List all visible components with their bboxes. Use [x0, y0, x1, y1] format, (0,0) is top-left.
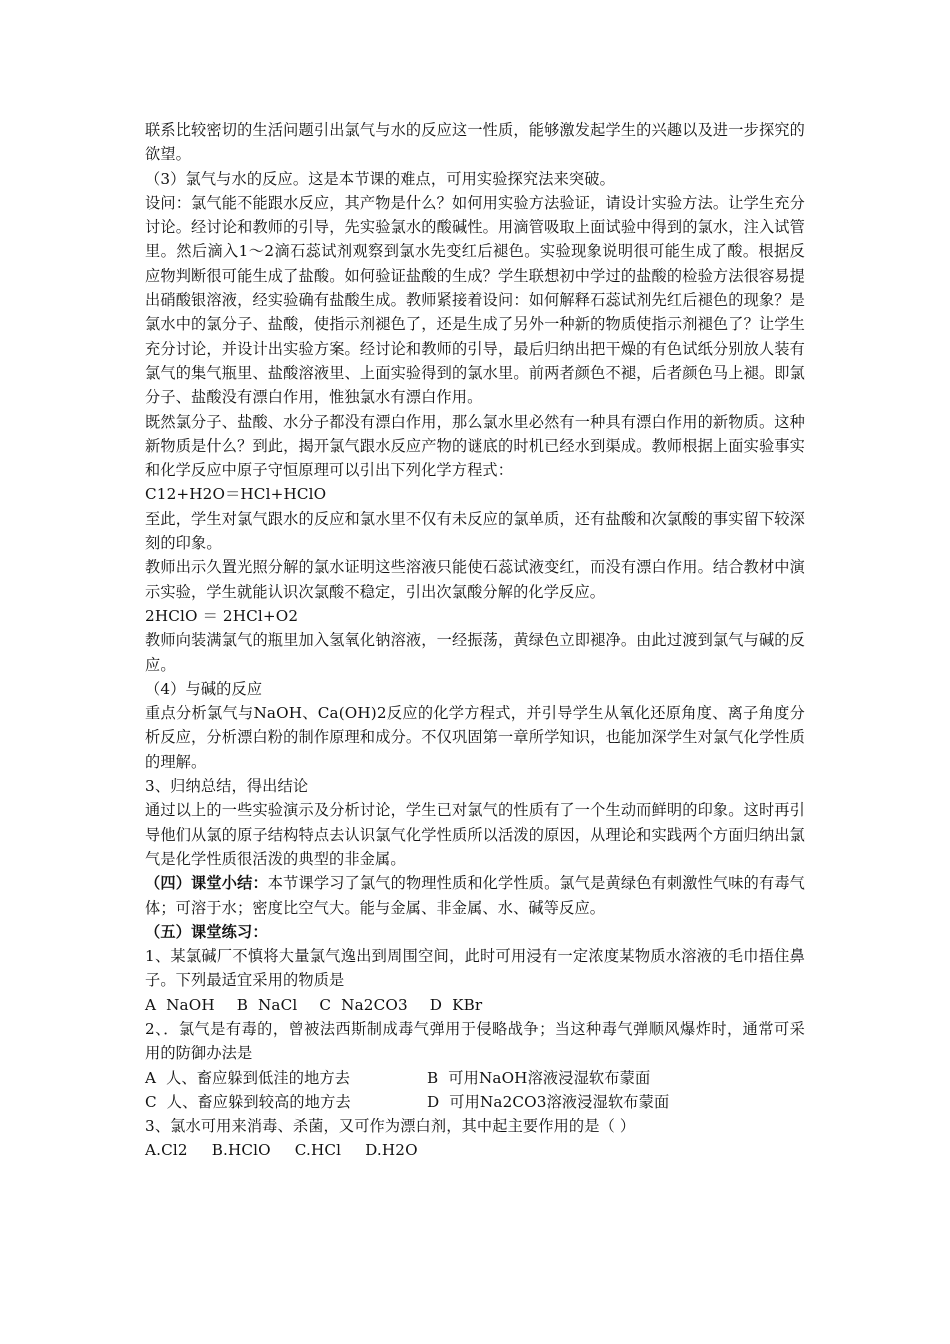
paragraph-summary: [145, 871, 805, 920]
paragraph-hclo-decomposition: 教师出示久置光照分解的氯水证明这些溶液只能使石蕊试液变红，而没有漂白作用。结合教材中演示实验，学生就能认识次氯酸不稳定，引出次氯酸分解的化学反应。: [145, 558, 805, 601]
question-3-option-a: A.Cl2: [145, 1141, 188, 1160]
paragraph-new-substance: 既然氯分子、盐酸、水分子都没有漂白作用，那么氯水里必然有一种具有漂白作用的新物质。这种新物质是什么？到此，揭开氯气跟水反应产物的谜底的时机已经水到渠成。教师根据上面实验事实和化学反应中原子守恒原理可以引出下列化学方程式：: [145, 412, 805, 480]
question-3-option-b: B.HClO: [211, 1141, 271, 1160]
paragraph-conclusion: 通过以上的一些实验演示及分析讨论，学生已对氯气的性质有了一个生动而鲜明的印象。这时再引导他们从氯的原子结构特点去认识氯气化学性质所以活泼的原因，从理论和实践两个方面归纳出氯气是化学性质很活泼的典型的非金属。: [145, 801, 805, 868]
summary-label: （四）课堂小结：: [145, 874, 268, 893]
question-1-stem: 1、某氯碱厂不慎将大量氯气逸出到周围空间，此时可用浸有一定浓度某物质水溶液的毛巾捂住鼻子。下列最适宜采用的物质是: [145, 947, 805, 990]
exercises-label: （五）课堂练习：: [145, 922, 268, 941]
question-2-option-c: C 人、畜应躲到较高的地方去: [145, 1092, 351, 1111]
paragraph-alkali-analysis: 重点分析氯气与NaOH、Ca(OH)2反应的化学方程式，并引导学生从氧化还原角度、离子角度分析反应，分析漂白粉的制作原理和成分。不仅巩固第一章所学知识，也能加深学生对氯气化学性质的理解。: [145, 704, 805, 771]
question-1-option-b: B NaCl: [236, 995, 298, 1014]
equation-chlorine-water: C12+H2O＝HCl+HClO: [145, 485, 327, 504]
paragraph-intro-continuation: 联系比较密切的生活问题引出氯气与水的反应这一性质，能够激发起学生的兴趣以及进一步探究的欲望。: [145, 121, 805, 164]
question-1-options: [145, 993, 805, 1017]
section-heading-alkali: （4）与碱的反应: [145, 679, 263, 698]
question-2-option-b: B 可用NaOH溶液浸湿软布蒙面: [427, 1068, 651, 1087]
question-2-options-row-2: [145, 1090, 805, 1114]
question-3-option-c: C.HCl: [294, 1141, 342, 1160]
document-page: [145, 118, 805, 1163]
summary-text: 本节课学习了氯气的物理性质和化学性质。氯气是黄绿色有刺激性气味的有毒气体；可溶于水；密度比空气大。能与金属、非金属、水、碱等反应。: [145, 874, 806, 917]
question-3-stem: 3、氯水可用来消毒、杀菌，又可作为漂白剂，其中起主要作用的是（ ）: [145, 1117, 636, 1136]
question-2-option-a: A 人、畜应躲到低洼的地方去: [145, 1068, 351, 1087]
question-2-option-d: D 可用Na2CO3溶液浸湿软布蒙面: [427, 1092, 670, 1111]
question-3-options: [145, 1138, 805, 1162]
question-2-options-row-1: [145, 1066, 805, 1090]
paragraph-transition-alkali: 教师向装满氯气的瓶里加入氢氧化钠溶液，一经振荡，黄绿色立即褪净。由此过渡到氯气与碱的反应。: [145, 631, 805, 674]
section-heading-conclusion: 3、归纳总结，得出结论: [145, 777, 309, 796]
equation-hclo-decomposition: 2HClO ＝ 2HCl+O2: [145, 606, 299, 625]
paragraph-experiment-design: 设问：氯气能不能跟水反应，其产物是什么？如何用实验方法验证，请设计实验方法。让学生充分讨论。经讨论和教师的引导，先实验氯水的酸碱性。用滴管吸取上面试验中得到的氯水，注入试管里。然后滴入1～2滴石蕊试剂观察到氯水先变红后褪色。实验现象说明很可能生成了酸。根据反应物判断很可能生成了盐酸。如何验证盐酸的生成？学生联想初中学过的盐酸的检验方法很容易提出硝酸银溶液，经实验确有盐酸生成。教师紧接着设问：如何解释石蕊试剂先红后褪色的现象？是氯水中的氯分子、盐酸，使指示剂褪色了，还是生成了另外一种新的物质使指示剂褪色了？让学生充分讨论，并设计出实验方案。经讨论和教师的引导，最后归纳出把干燥的有色试纸分别放人装有氯气的集气瓶里、盐酸溶液里、上面实验得到的氯水里。前两者颜色不褪，后者颜色马上褪。即氯分子、盐酸没有漂白作用，惟独氯水有漂白作用。: [145, 193, 805, 407]
question-2-stem: 2、．氯气是有毒的，曾被法西斯制成毒气弹用于侵略战争；当这种毒气弹顺风爆炸时，通常可采用的防御办法是: [145, 1019, 805, 1063]
question-1-option-c: C Na2CO3: [319, 995, 408, 1014]
question-1-option-d: D KBr: [429, 995, 483, 1014]
question-1-option-a: A NaOH: [145, 995, 215, 1014]
paragraph-impression: 至此，学生对氯气跟水的反应和氯水里不仅有未反应的氯单质，还有盐酸和次氯酸的事实留下较深刻的印象。: [145, 509, 805, 553]
question-3-option-d: D.H2O: [365, 1141, 418, 1160]
section-heading-chlorine-water: （3）氯气与水的反应。这是本节课的难点，可用实验探究法来突破。: [145, 169, 615, 188]
